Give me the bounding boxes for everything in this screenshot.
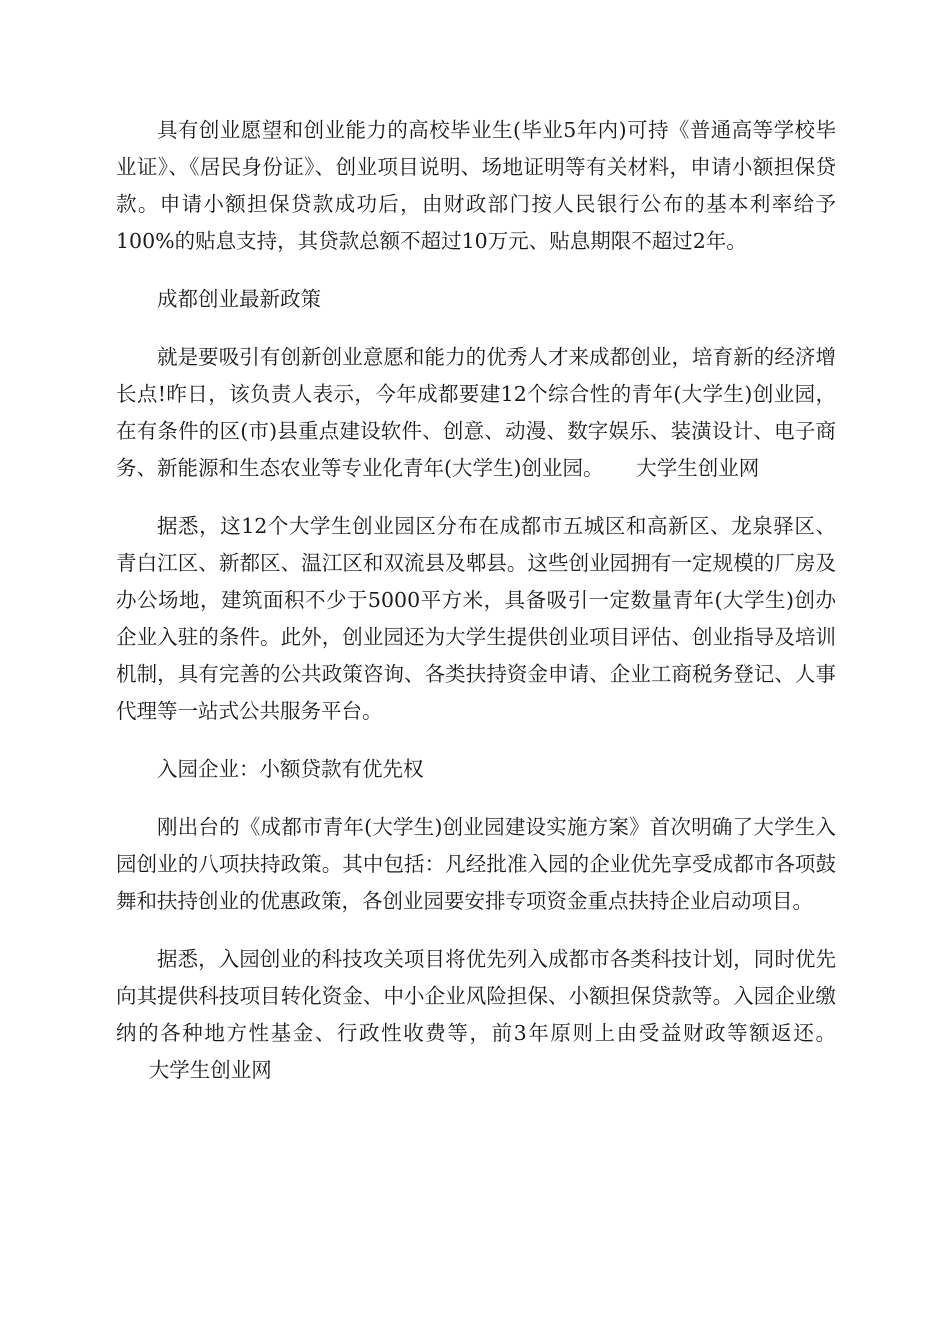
- paragraph-text: 刚出台的《成都市青年(大学生)创业园建设实施方案》首次明确了大学生入园创业的八项扶持政策。其中包括：凡经批准入园的企业优先享受成都市各项鼓舞和扶持创业的优惠政策，各创业园要安排专项资金重点扶持企业启动项目。: [116, 815, 836, 913]
- paragraph-park-distribution: [116, 508, 836, 730]
- section-heading-loan-priority: [116, 751, 836, 788]
- paragraph-text: 具有创业愿望和创业能力的高校毕业生(毕业5年内)可持《普通高等学校毕业证》、《居民身份证》、创业项目说明、场地证明等有关材料，申请小额担保贷款。申请小额担保贷款成功后，由财政部门按人民银行公布的基本利率给予100%的贴息支持，其贷款总额不超过10万元、贴息期限不超过2年。: [116, 118, 836, 253]
- paragraph-support-policies: [116, 809, 836, 920]
- paragraph-startup-parks: [116, 339, 836, 487]
- paragraph-text: 据悉，入园创业的科技攻关项目将优先列入成都市各类科技计划，同时优先向其提供科技项目转化资金、中小企业风险担保、小额担保贷款等。入园企业缴纳的各种地方性基金、行政性收费等，前3年原则上由受益财政等额返还。: [116, 947, 836, 1045]
- paragraph-text: 据悉，这12个大学生创业园区分布在成都市五城区和高新区、龙泉驿区、青白江区、新都区、温江区和双流县及郫县。这些创业园拥有一定规模的厂房及办公场地，建筑面积不少于5000平方米，具备吸引一定数量青年(大学生)创办企业入驻的条件。此外，创业园还为大学生提供创业项目评估、创业指导及培训机制，具有完善的公共政策咨询、各类扶持资金申请、企业工商税务登记、人事代理等一站式公共服务平台。: [116, 514, 836, 723]
- source-site-label: 大学生创业网: [148, 1058, 272, 1082]
- paragraph-text: 就是要吸引有创新创业意愿和能力的优秀人才来成都创业，培育新的经济增长点!昨日，该负责人表示，今年成都要建12个综合性的青年(大学生)创业园，在有条件的区(市)县重点建设软件、创意、动漫、数字娱乐、装潢设计、电子商务、新能源和生态农业等专业化青年(大学生)创业园。: [116, 345, 836, 480]
- heading-text: 入园企业：小额贷款有优先权: [157, 757, 424, 781]
- section-heading-chengdu-policy: [116, 281, 836, 318]
- source-site-label: 大学生创业网: [636, 456, 760, 480]
- paragraph-tech-projects: [116, 941, 836, 1089]
- heading-text: 成都创业最新政策: [157, 287, 321, 311]
- paragraph-loan-eligibility: [116, 112, 836, 260]
- document-page: [116, 112, 836, 1110]
